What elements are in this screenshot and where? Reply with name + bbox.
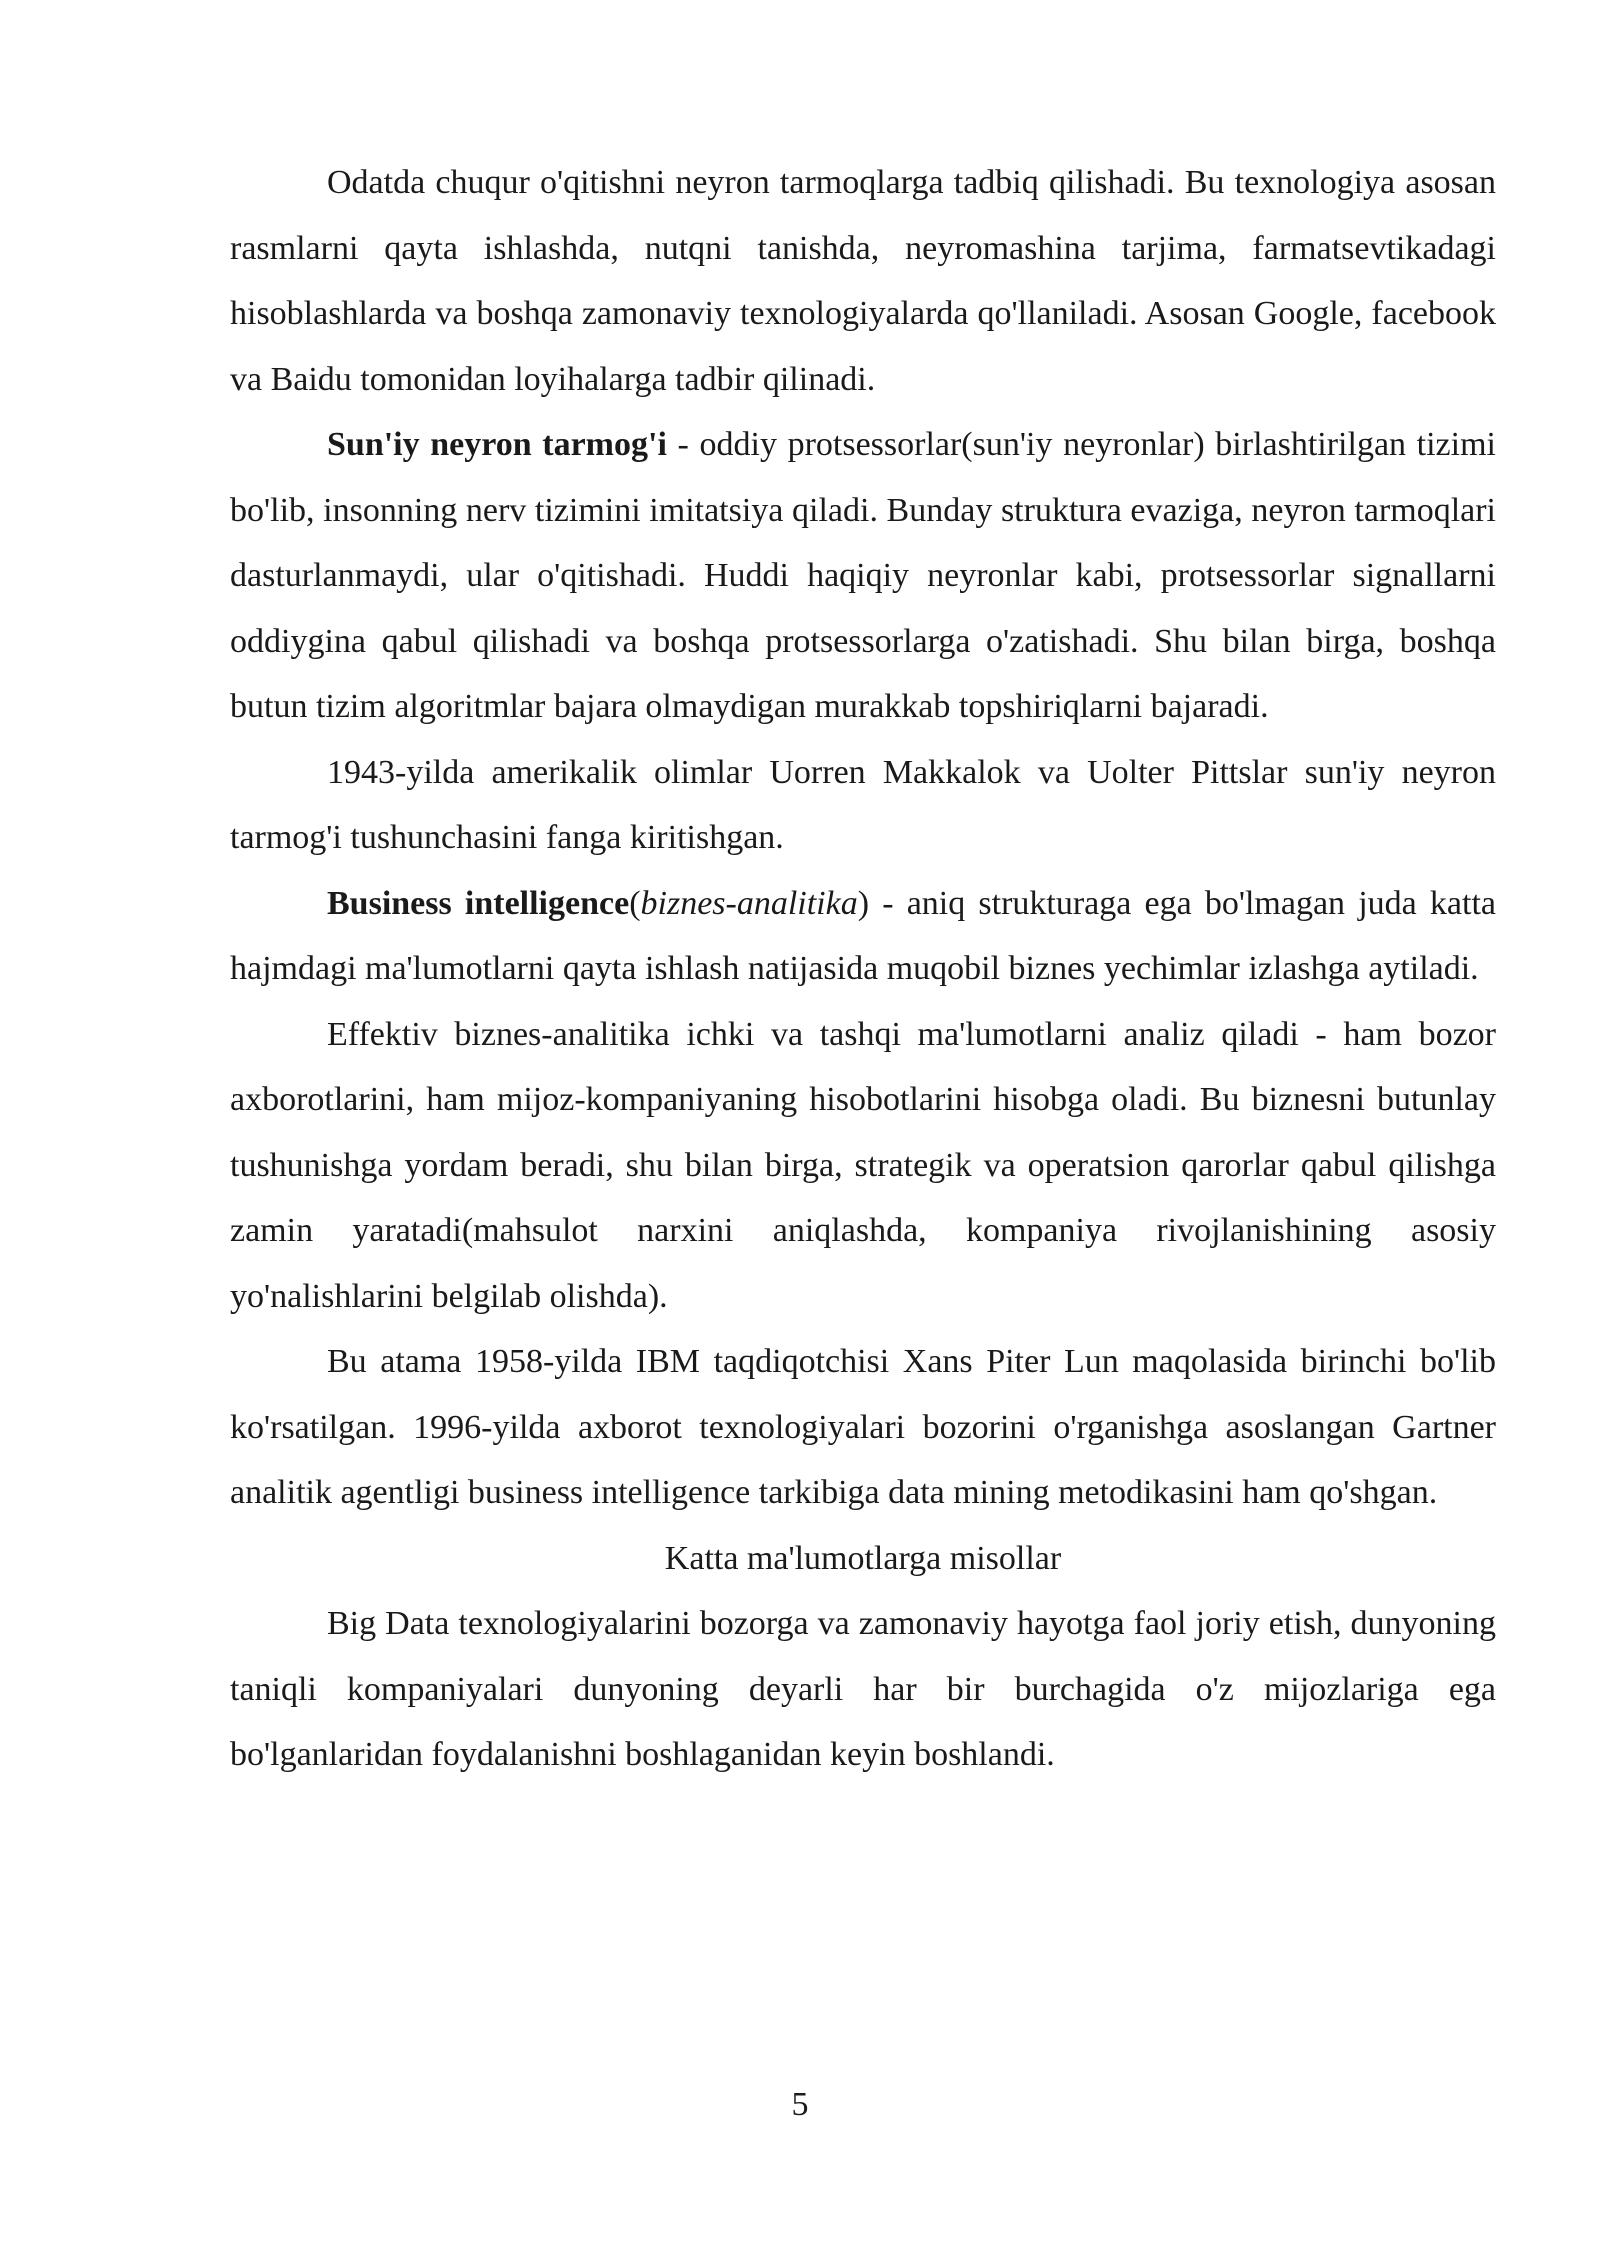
body-text [230,150,1496,1788]
paragraph-1943-history: 1943-yilda amerikalik olimlar Uorren Makkalok va Uolter Pittslar sun'iy neyron tarmog'i tushunchasini fanga kiritishgan. [230,753,1496,856]
paragraph-big-data: Big Data texnologiyalarini bozorga va zamonaviy hayotga faol joriy etish, dunyoning taniqli kompaniyalari dunyoning deyarli har bir burchagida o'z mijozlariga ega bo'lganlaridan foydalanishni boshlaganidan keyin boshlandi. [230,1605,1496,1773]
paragraph-effective-analytics: Effektiv biznes-analitika ichki va tashqi ma'lumotlarni analiz qiladi - ham bozor axborotlarini, ham mijoz-kompaniyaning hisobotlarini hisobga oladi. Bu biznesni butunlay tushunishga yordam beradi, shu bilan birga, strategik va operatsion qarorlar qabul qilishga zamin yaratadi(mahsulot narxini aniqlashda, kompaniya rivojlanishining asosiy yo'nalishlarini belgilab olishda). [230,1015,1496,1315]
term-business-intelligence: Business intelligence [327,884,630,922]
paragraph-deep-learning: Odatda chuqur o'qitishni neyron tarmoqlarga tadbiq qilishadi. Bu texnologiya asosan rasmlarni qayta ishlashda, nutqni tanishda, neyromashina tarjima, farmatsevtikadagi hisoblashlarda va boshqa zamonaviy texnologiyalarda qo'llaniladi. Asosan Google, facebook va Baidu tomonidan loyihalarga tadbir qilinadi. [230,164,1496,398]
term-biznes-analitika: biznes-analitika [640,884,858,922]
neural-network-definition: - oddiy protsessorlar(sun'iy neyronlar) birlashtirilgan tizimi bo'lib, insonning nerv tizimini imitatsiya qiladi. Bunday struktura evaziga, neyron tarmoqlari dasturlanmaydi, ular o'qitishadi. Huddi haqiqiy neyronlar kabi, protsessorlar signallarni oddiygina qabul qilishadi va boshqa protsessorlarga o'zatishadi. Shu bilan birga, boshqa butun tizim algoritmlar bajara olmaydigan murakkab topshiriqlarni bajaradi. [230,426,1496,725]
paragraph-term-history: Bu atama 1958-yilda IBM taqdiqotchisi Xans Piter Lun maqolasida birinchi bo'lib ko'rsatilgan. 1996-yilda axborot texnologiyalari bozorini o'rganishga asoslangan Gartner analitik agentligi business intelligence tarkibiga data mining metodikasini ham qo'shgan. [230,1343,1496,1511]
paren-open: ( [629,884,641,922]
paragraph-business-intelligence [230,871,1496,1002]
page-number: 5 [791,2086,809,2123]
business-intelligence-definition: ) - aniq strukturaga ega bo'lmagan juda katta hajmdagi ma'lumotlarni qayta ishlash natijasida muqobil biznes yechimlar izlashga aytiladi. [230,884,1496,987]
paragraph-neural-network [230,412,1496,740]
term-neural-network: Sun'iy neyron tarmog'i [327,426,667,463]
section-heading: Katta ma'lumotlarga misollar [664,1539,1062,1577]
